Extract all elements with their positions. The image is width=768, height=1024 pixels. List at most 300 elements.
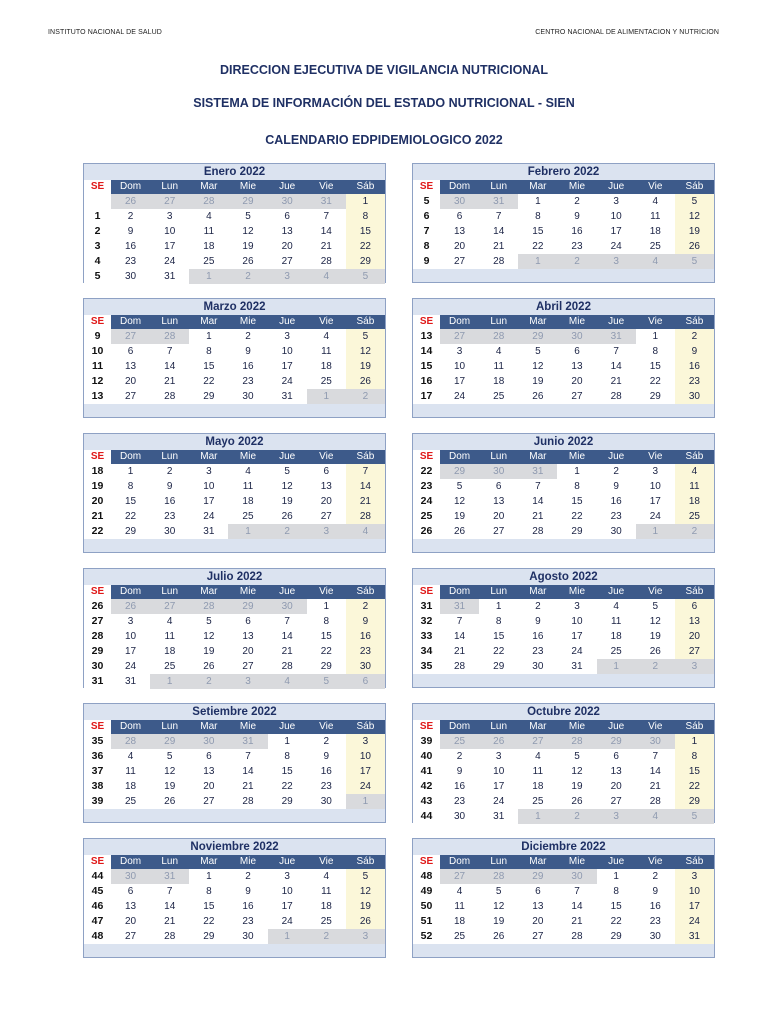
day-cell: 29 xyxy=(440,464,479,479)
month-title: Febrero 2022 xyxy=(527,166,600,178)
day-cell: 25 xyxy=(111,794,150,809)
day-cell: 5 xyxy=(636,599,675,614)
day-cell: 13 xyxy=(479,494,518,509)
day-cell: 18 xyxy=(518,779,557,794)
day-cell: 13 xyxy=(111,359,150,374)
day-cell: 19 xyxy=(268,494,307,509)
epi-week-number: 34 xyxy=(413,644,440,659)
weekday-header: Vie xyxy=(636,180,675,194)
day-cell: 3 xyxy=(189,464,228,479)
weekday-header: Lun xyxy=(479,585,518,599)
day-cell: 30 xyxy=(228,389,267,404)
day-cell: 23 xyxy=(150,509,189,524)
day-cell: 14 xyxy=(307,224,346,239)
day-cell: 26 xyxy=(346,914,385,929)
day-cell: 16 xyxy=(557,224,596,239)
day-cell: 1 xyxy=(189,329,228,344)
day-cell: 26 xyxy=(440,524,479,539)
day-cell: 5 xyxy=(675,809,714,824)
day-cell: 18 xyxy=(440,914,479,929)
day-cell: 25 xyxy=(150,659,189,674)
day-cell: 15 xyxy=(307,629,346,644)
day-cell: 21 xyxy=(307,239,346,254)
day-cell: 2 xyxy=(518,599,557,614)
day-cell: 4 xyxy=(307,869,346,884)
day-cell: 15 xyxy=(189,899,228,914)
day-cell: 5 xyxy=(675,194,714,209)
day-cell: 30 xyxy=(111,869,150,884)
day-cell: 14 xyxy=(268,629,307,644)
day-cell: 7 xyxy=(440,614,479,629)
epi-week-number: 26 xyxy=(84,599,111,614)
day-cell: 28 xyxy=(268,659,307,674)
weekday-header: Jue xyxy=(268,720,307,734)
day-cell: 20 xyxy=(307,494,346,509)
weekday-header: Dom xyxy=(440,180,479,194)
day-cell: 24 xyxy=(557,644,596,659)
weekday-header: Mar xyxy=(518,450,557,464)
day-cell: 4 xyxy=(636,254,675,269)
day-cell: 21 xyxy=(518,509,557,524)
day-cell: 28 xyxy=(346,509,385,524)
day-cell: 13 xyxy=(557,359,596,374)
day-cell: 30 xyxy=(636,734,675,749)
day-cell: 11 xyxy=(518,764,557,779)
day-cell: 12 xyxy=(189,629,228,644)
se-column-header: SE xyxy=(84,450,111,464)
day-cell: 1 xyxy=(228,524,267,539)
day-cell: 7 xyxy=(636,749,675,764)
day-cell: 6 xyxy=(440,209,479,224)
epi-week-number: 7 xyxy=(413,224,440,239)
day-cell: 8 xyxy=(518,209,557,224)
day-cell: 25 xyxy=(189,254,228,269)
weekday-header: Sáb xyxy=(675,180,714,194)
epi-week-number: 13 xyxy=(413,329,440,344)
day-cell: 28 xyxy=(557,734,596,749)
day-cell: 2 xyxy=(150,464,189,479)
day-cell: 31 xyxy=(189,524,228,539)
epi-week-number: 22 xyxy=(84,524,111,539)
month-days-grid xyxy=(413,720,714,824)
day-cell: 9 xyxy=(636,884,675,899)
day-cell: 8 xyxy=(268,749,307,764)
weekday-header: Lun xyxy=(479,450,518,464)
epi-week-number: 2 xyxy=(84,224,111,239)
day-cell: 21 xyxy=(557,914,596,929)
epi-week-number: 20 xyxy=(84,494,111,509)
weekday-header: Lun xyxy=(150,450,189,464)
day-cell: 24 xyxy=(268,374,307,389)
day-cell: 21 xyxy=(479,239,518,254)
epi-week-number: 27 xyxy=(84,614,111,629)
epi-week-number: 39 xyxy=(84,794,111,809)
day-cell: 5 xyxy=(189,614,228,629)
day-cell: 24 xyxy=(111,659,150,674)
day-cell: 29 xyxy=(518,869,557,884)
weekday-header: Dom xyxy=(111,585,150,599)
month-days-grid xyxy=(413,315,714,404)
day-cell: 16 xyxy=(440,779,479,794)
month-title: Julio 2022 xyxy=(206,571,263,583)
day-cell: 30 xyxy=(111,269,150,284)
day-cell: 27 xyxy=(440,869,479,884)
weekday-header: Lun xyxy=(479,720,518,734)
day-cell: 20 xyxy=(597,779,636,794)
day-cell: 13 xyxy=(268,224,307,239)
day-cell: 26 xyxy=(636,644,675,659)
day-cell: 13 xyxy=(111,899,150,914)
weekday-header: Mie xyxy=(557,450,596,464)
day-cell: 11 xyxy=(228,479,267,494)
weekday-header: Mie xyxy=(228,720,267,734)
weekday-header: Vie xyxy=(636,585,675,599)
day-cell: 30 xyxy=(189,734,228,749)
month-days-grid xyxy=(413,855,714,944)
day-cell: 4 xyxy=(479,344,518,359)
day-cell: 10 xyxy=(557,614,596,629)
weekday-header: Lun xyxy=(150,180,189,194)
day-cell: 21 xyxy=(150,914,189,929)
day-cell: 7 xyxy=(479,209,518,224)
day-cell: 8 xyxy=(557,479,596,494)
weekday-header: Dom xyxy=(440,450,479,464)
day-cell: 31 xyxy=(518,464,557,479)
day-cell: 9 xyxy=(228,884,267,899)
day-cell: 10 xyxy=(268,344,307,359)
day-cell: 2 xyxy=(189,674,228,689)
day-cell: 20 xyxy=(557,374,596,389)
epi-week-number: 3 xyxy=(84,239,111,254)
epi-week-number: 1 xyxy=(84,209,111,224)
weekday-header: Dom xyxy=(440,855,479,869)
weekday-header: Mie xyxy=(557,180,596,194)
day-cell: 7 xyxy=(268,614,307,629)
day-cell: 28 xyxy=(636,794,675,809)
month-days-grid xyxy=(413,180,714,269)
epi-week-number: 12 xyxy=(84,374,111,389)
epi-week-number: 22 xyxy=(413,464,440,479)
day-cell: 20 xyxy=(268,239,307,254)
day-cell: 15 xyxy=(557,494,596,509)
day-cell: 16 xyxy=(228,899,267,914)
day-cell: 15 xyxy=(597,899,636,914)
day-cell: 28 xyxy=(228,794,267,809)
day-cell: 29 xyxy=(228,194,267,209)
day-cell: 31 xyxy=(440,599,479,614)
day-cell: 29 xyxy=(479,659,518,674)
day-cell: 21 xyxy=(440,644,479,659)
day-cell: 10 xyxy=(268,884,307,899)
day-cell: 11 xyxy=(307,344,346,359)
day-cell: 16 xyxy=(228,359,267,374)
day-cell: 16 xyxy=(150,494,189,509)
day-cell: 12 xyxy=(268,479,307,494)
se-column-header: SE xyxy=(413,855,440,869)
epi-week-number: 35 xyxy=(84,734,111,749)
epi-week-number: 28 xyxy=(84,629,111,644)
day-cell: 9 xyxy=(228,344,267,359)
day-cell: 28 xyxy=(150,329,189,344)
day-cell: 4 xyxy=(307,269,346,284)
day-cell: 29 xyxy=(150,734,189,749)
day-cell: 19 xyxy=(346,359,385,374)
day-cell: 7 xyxy=(597,344,636,359)
day-cell: 29 xyxy=(597,734,636,749)
weekday-header: Mar xyxy=(189,450,228,464)
day-cell: 3 xyxy=(268,269,307,284)
month-days-grid xyxy=(84,855,385,944)
day-cell: 3 xyxy=(440,344,479,359)
day-cell: 10 xyxy=(479,764,518,779)
day-cell: 5 xyxy=(675,254,714,269)
weekday-header: Vie xyxy=(307,180,346,194)
day-cell: 11 xyxy=(440,899,479,914)
day-cell: 28 xyxy=(597,389,636,404)
epi-week-number: 19 xyxy=(84,479,111,494)
epi-week-number: 9 xyxy=(84,329,111,344)
day-cell: 23 xyxy=(557,239,596,254)
weekday-header: Lun xyxy=(479,855,518,869)
epi-week-number: 23 xyxy=(413,479,440,494)
weekday-header: Mar xyxy=(189,585,228,599)
day-cell: 26 xyxy=(557,794,596,809)
weekday-header: Mar xyxy=(518,315,557,329)
day-cell: 14 xyxy=(150,359,189,374)
se-column-header: SE xyxy=(413,180,440,194)
day-cell: 10 xyxy=(150,224,189,239)
se-column-header: SE xyxy=(84,315,111,329)
day-cell: 27 xyxy=(557,389,596,404)
weekday-header: Jue xyxy=(597,855,636,869)
epi-week-number: 48 xyxy=(413,869,440,884)
day-cell: 27 xyxy=(518,734,557,749)
weekday-header: Mie xyxy=(228,180,267,194)
day-cell: 12 xyxy=(557,764,596,779)
month-days-grid xyxy=(413,585,714,674)
day-cell: 24 xyxy=(675,914,714,929)
day-cell: 8 xyxy=(111,479,150,494)
day-cell: 16 xyxy=(346,629,385,644)
day-cell: 31 xyxy=(228,734,267,749)
day-cell: 22 xyxy=(307,644,346,659)
epi-week-number: 40 xyxy=(413,749,440,764)
day-cell: 30 xyxy=(440,194,479,209)
weekday-header: Vie xyxy=(307,720,346,734)
day-cell: 28 xyxy=(518,524,557,539)
day-cell: 8 xyxy=(597,884,636,899)
weekday-header: Lun xyxy=(150,855,189,869)
day-cell: 18 xyxy=(307,359,346,374)
month-title: Abril 2022 xyxy=(536,301,591,313)
day-cell: 29 xyxy=(228,599,267,614)
day-cell: 14 xyxy=(346,479,385,494)
day-cell: 14 xyxy=(557,899,596,914)
day-cell: 2 xyxy=(111,209,150,224)
day-cell: 22 xyxy=(346,239,385,254)
day-cell: 18 xyxy=(228,494,267,509)
day-cell: 25 xyxy=(597,644,636,659)
day-cell: 7 xyxy=(518,479,557,494)
weekday-header: Vie xyxy=(307,585,346,599)
day-cell: 25 xyxy=(518,794,557,809)
day-cell: 13 xyxy=(189,764,228,779)
day-cell: 31 xyxy=(479,809,518,824)
epi-week-number: 42 xyxy=(413,779,440,794)
day-cell: 17 xyxy=(557,629,596,644)
day-cell: 1 xyxy=(150,674,189,689)
day-cell: 6 xyxy=(675,599,714,614)
day-cell: 22 xyxy=(189,914,228,929)
day-cell: 5 xyxy=(346,329,385,344)
day-cell: 27 xyxy=(111,929,150,944)
weekday-header: Mie xyxy=(228,315,267,329)
day-cell: 29 xyxy=(307,659,346,674)
epi-week-number: 17 xyxy=(413,389,440,404)
day-cell: 20 xyxy=(518,914,557,929)
month-days-grid xyxy=(84,450,385,539)
day-cell: 23 xyxy=(597,509,636,524)
day-cell: 25 xyxy=(440,929,479,944)
header-left-institution: INSTITUTO NACIONAL DE SALUD xyxy=(48,29,162,36)
day-cell: 11 xyxy=(636,209,675,224)
day-cell: 30 xyxy=(557,869,596,884)
day-cell: 13 xyxy=(675,614,714,629)
day-cell: 1 xyxy=(518,809,557,824)
day-cell: 5 xyxy=(150,749,189,764)
day-cell: 10 xyxy=(675,884,714,899)
day-cell: 11 xyxy=(189,224,228,239)
epi-week-number: 47 xyxy=(84,914,111,929)
day-cell: 14 xyxy=(228,764,267,779)
weekday-header: Jue xyxy=(597,315,636,329)
epi-week-number: 43 xyxy=(413,794,440,809)
day-cell: 3 xyxy=(346,734,385,749)
epi-week-number: 16 xyxy=(413,374,440,389)
day-cell: 2 xyxy=(346,599,385,614)
day-cell: 28 xyxy=(440,659,479,674)
day-cell: 13 xyxy=(307,479,346,494)
day-cell: 1 xyxy=(268,929,307,944)
day-cell: 11 xyxy=(597,614,636,629)
epi-week-number: 49 xyxy=(413,884,440,899)
epi-week-number: 39 xyxy=(413,734,440,749)
day-cell: 18 xyxy=(675,494,714,509)
epi-week-number: 8 xyxy=(413,239,440,254)
day-cell: 2 xyxy=(346,389,385,404)
day-cell: 4 xyxy=(228,464,267,479)
day-cell: 19 xyxy=(346,899,385,914)
day-cell: 1 xyxy=(307,599,346,614)
day-cell: 18 xyxy=(597,629,636,644)
title-sistema: SISTEMA DE INFORMACIÓN DEL ESTADO NUTRICIONAL - SIEN xyxy=(193,96,575,110)
day-cell: 8 xyxy=(307,614,346,629)
day-cell: 30 xyxy=(346,659,385,674)
day-cell: 19 xyxy=(150,779,189,794)
day-cell: 11 xyxy=(479,359,518,374)
day-cell: 21 xyxy=(346,494,385,509)
weekday-header: Mie xyxy=(228,855,267,869)
day-cell: 6 xyxy=(346,674,385,689)
day-cell: 19 xyxy=(636,629,675,644)
day-cell: 2 xyxy=(557,194,596,209)
day-cell: 5 xyxy=(518,344,557,359)
day-cell: 24 xyxy=(636,509,675,524)
weekday-header: Vie xyxy=(307,855,346,869)
day-cell: 28 xyxy=(557,929,596,944)
se-column-header: SE xyxy=(413,585,440,599)
epi-week-number: 6 xyxy=(413,209,440,224)
day-cell: 8 xyxy=(189,344,228,359)
day-cell: 22 xyxy=(675,779,714,794)
day-cell: 29 xyxy=(557,524,596,539)
day-cell: 12 xyxy=(440,494,479,509)
day-cell: 10 xyxy=(346,749,385,764)
day-cell: 25 xyxy=(440,734,479,749)
month-title: Octubre 2022 xyxy=(527,706,600,718)
epi-week-number: 15 xyxy=(413,359,440,374)
weekday-header: Vie xyxy=(636,720,675,734)
day-cell: 4 xyxy=(111,749,150,764)
epi-week-number: 30 xyxy=(84,659,111,674)
epi-week-number: 50 xyxy=(413,899,440,914)
weekday-header: Mar xyxy=(518,855,557,869)
day-cell: 19 xyxy=(675,224,714,239)
day-cell: 30 xyxy=(228,929,267,944)
day-cell: 10 xyxy=(189,479,228,494)
day-cell: 14 xyxy=(597,359,636,374)
day-cell: 9 xyxy=(518,614,557,629)
day-cell: 14 xyxy=(150,899,189,914)
epi-week-number: 44 xyxy=(84,869,111,884)
day-cell: 14 xyxy=(636,764,675,779)
day-cell: 31 xyxy=(150,869,189,884)
day-cell: 4 xyxy=(636,194,675,209)
day-cell: 28 xyxy=(479,329,518,344)
month-panel xyxy=(83,433,386,553)
day-cell: 9 xyxy=(150,479,189,494)
day-cell: 13 xyxy=(440,224,479,239)
day-cell: 29 xyxy=(111,524,150,539)
day-cell: 15 xyxy=(636,359,675,374)
day-cell: 22 xyxy=(597,914,636,929)
day-cell: 23 xyxy=(518,644,557,659)
day-cell: 2 xyxy=(228,269,267,284)
day-cell: 5 xyxy=(307,674,346,689)
day-cell: 3 xyxy=(479,749,518,764)
day-cell: 11 xyxy=(675,479,714,494)
day-cell: 19 xyxy=(440,509,479,524)
day-cell: 9 xyxy=(597,479,636,494)
day-cell: 5 xyxy=(440,479,479,494)
day-cell: 2 xyxy=(597,464,636,479)
day-cell: 22 xyxy=(557,509,596,524)
month-days-grid xyxy=(84,585,385,689)
weekday-header: Jue xyxy=(597,585,636,599)
day-cell: 29 xyxy=(346,254,385,269)
epi-week-number: 24 xyxy=(413,494,440,509)
weekday-header: Mar xyxy=(189,315,228,329)
day-cell: 19 xyxy=(189,644,228,659)
weekday-header: Sáb xyxy=(346,450,385,464)
epi-week-number: 5 xyxy=(413,194,440,209)
day-cell: 18 xyxy=(636,224,675,239)
day-cell: 16 xyxy=(636,899,675,914)
day-cell: 4 xyxy=(150,614,189,629)
month-title: Marzo 2022 xyxy=(203,301,266,313)
weekday-header: Dom xyxy=(111,855,150,869)
day-cell: 14 xyxy=(479,224,518,239)
